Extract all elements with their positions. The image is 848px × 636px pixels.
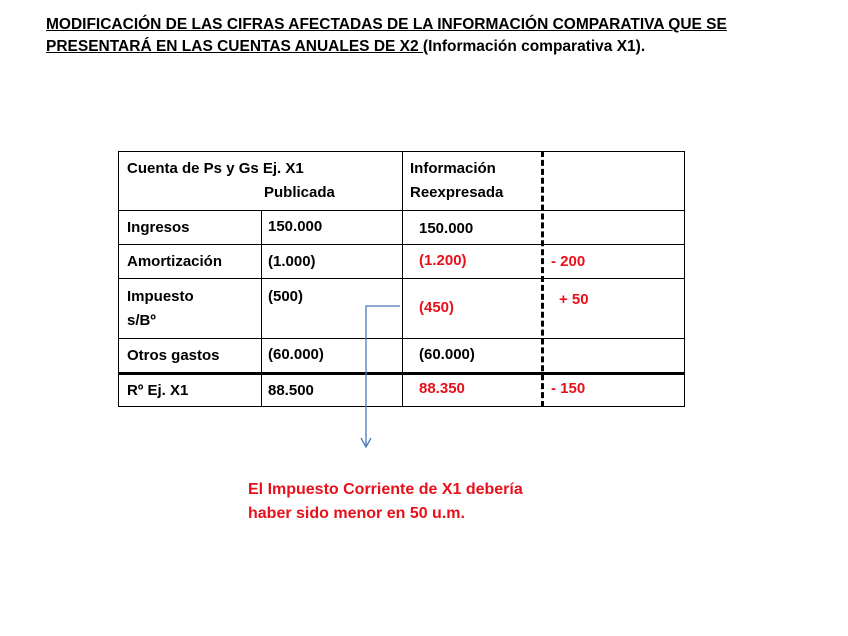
row-diff: - 150	[551, 380, 586, 397]
row-restated: (60.000)	[419, 346, 475, 363]
title-underlined: MODIFICACIÓN DE LAS CIFRAS AFECTADAS DE LA INFORMACIÓN COMPARATIVA QUE SE PRESENTARÁ EN LAS CUENTAS ANUALES DE X2	[46, 16, 727, 55]
row-label: Amortización	[127, 253, 223, 270]
row-published: 88.500	[268, 382, 314, 399]
row-restated: 150.000	[419, 220, 474, 237]
row-label: Rº Ej. X1	[127, 382, 189, 399]
header-published: Publicada	[264, 184, 335, 201]
row-published: 150.000	[268, 218, 323, 235]
row-label: Impuesto	[127, 288, 194, 305]
header-account: Cuenta de Ps y Gs Ej. X1	[127, 160, 304, 177]
note-text	[248, 478, 523, 526]
title-rest: (Información comparativa X1).	[422, 38, 646, 55]
row-published: (60.000)	[268, 346, 324, 363]
row-published: (1.000)	[268, 253, 316, 270]
header-restated-line2: Reexpresada	[410, 184, 504, 201]
note-line2: haber sido menor en 50 u.m.	[248, 505, 465, 522]
row-restated: (1.200)	[419, 252, 467, 269]
row-restated: (450)	[419, 299, 455, 316]
header-restated-line1: Información	[410, 160, 496, 177]
row-diff: - 200	[551, 253, 586, 270]
row-diff: + 50	[559, 291, 589, 308]
row-published: (500)	[268, 288, 304, 305]
row-label: Otros gastos	[127, 347, 220, 364]
note-line1: El Impuesto Corriente de X1 debería	[248, 481, 523, 498]
row-label-line2: s/Bº	[127, 312, 156, 329]
row-restated: 88.350	[419, 380, 465, 397]
row-label: Ingresos	[127, 219, 190, 236]
